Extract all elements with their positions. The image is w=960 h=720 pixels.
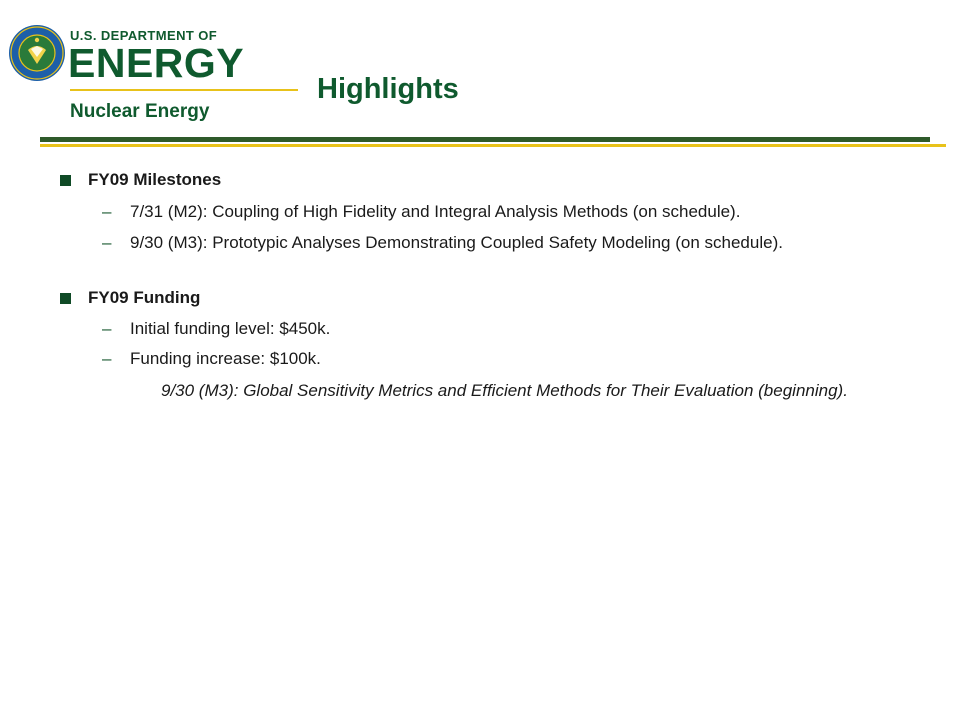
list-item — [102, 230, 912, 255]
section-heading-text: FY09 Funding — [88, 288, 201, 307]
list-item — [102, 346, 912, 371]
section-heading-funding — [60, 288, 200, 308]
dash-marker: – — [102, 349, 112, 368]
section-heading-text: FY09 Milestones — [88, 170, 222, 189]
list-item — [102, 316, 912, 341]
funding-note: 9/30 (M3): Global Sensitivity Metrics and Efficient Methods for Their Evaluation (beginning). — [161, 381, 848, 400]
dash-marker: – — [102, 233, 112, 252]
slide-title: Highlights — [317, 73, 459, 105]
dash-marker: – — [102, 202, 112, 221]
square-bullet-icon — [60, 175, 71, 186]
dash-marker: – — [102, 319, 112, 338]
office-name: Nuclear Energy — [70, 101, 210, 122]
list-item — [102, 199, 912, 224]
list-item-text: 7/31 (M2): Coupling of High Fidelity and Integral Analysis Methods (on schedule). — [130, 202, 741, 221]
list-item-text: Funding increase: $100k. — [130, 349, 321, 368]
agency-wordmark: ENERGY — [68, 40, 245, 86]
list-item-text: Initial funding level: $450k. — [130, 319, 331, 338]
list-item-text: 9/30 (M3): Prototypic Analyses Demonstrating Coupled Safety Modeling (on schedule). — [130, 233, 783, 252]
square-bullet-icon — [60, 293, 71, 304]
department-line: U.S. DEPARTMENT OF — [70, 28, 218, 43]
section-heading-milestones — [60, 170, 221, 190]
